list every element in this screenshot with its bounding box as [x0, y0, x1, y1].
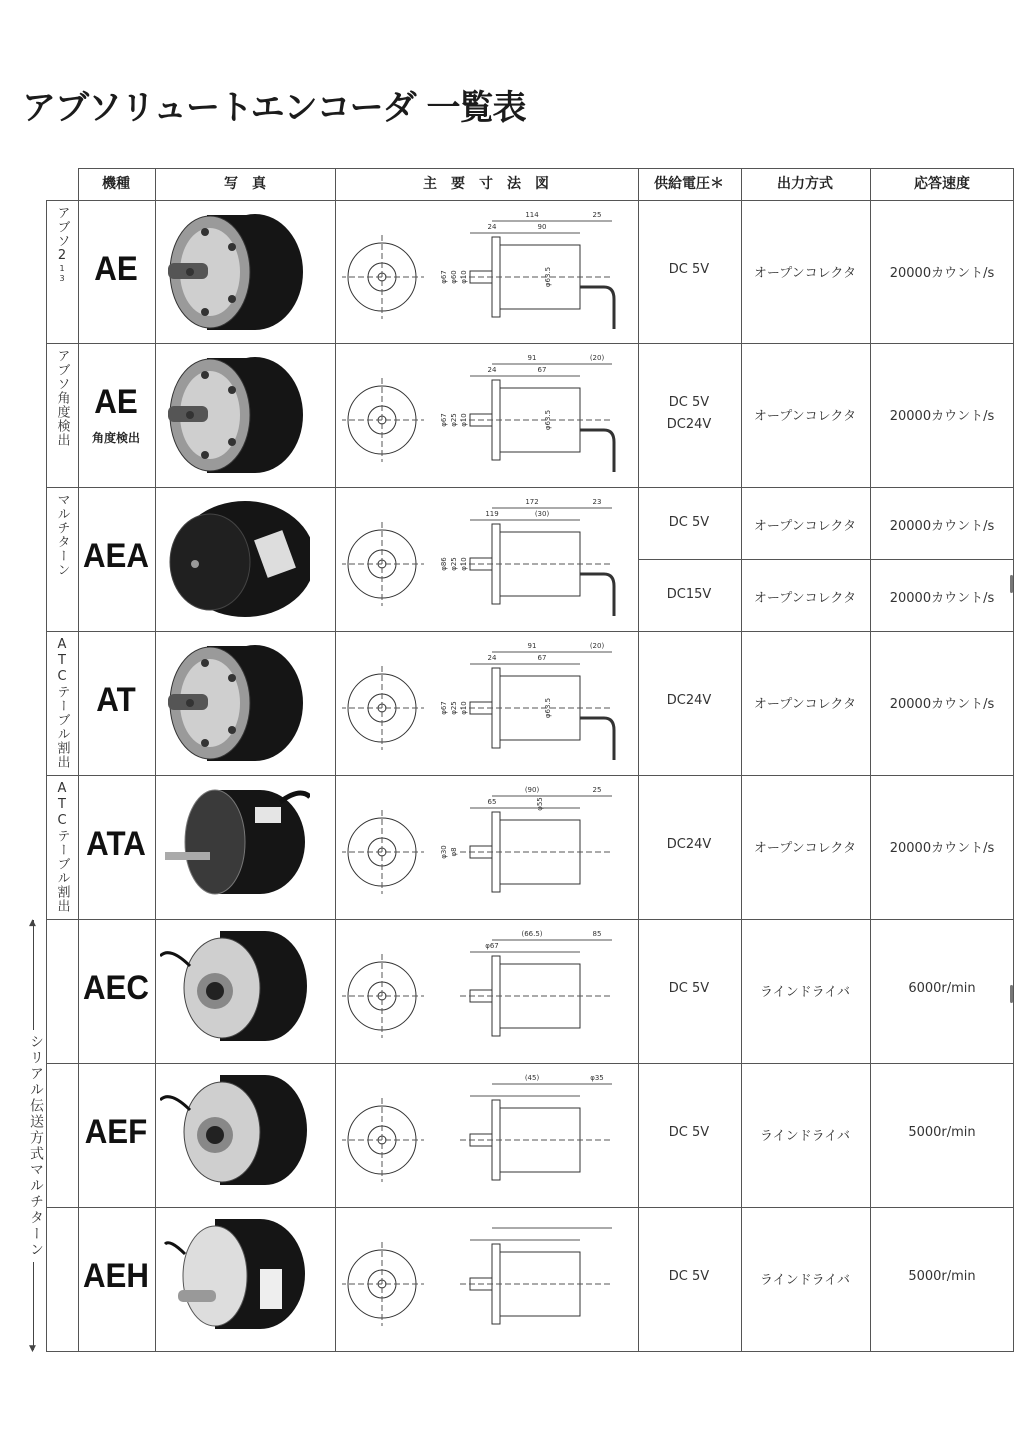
- response-speed: 6000r/min: [908, 981, 976, 996]
- response-speed: 5000r/min: [908, 1269, 976, 1284]
- output-type: オープンコレクタ: [753, 519, 857, 534]
- category-label: アブソ角度検出: [54, 349, 70, 447]
- dimension-label: (20): [589, 642, 605, 650]
- screw: [228, 726, 236, 734]
- dimension-label: φ25: [450, 557, 458, 571]
- dimension-label: 90: [537, 223, 547, 231]
- dimension-label: 24: [487, 654, 497, 662]
- model-name: ATA: [86, 825, 146, 863]
- encoder-photo: [160, 1214, 310, 1344]
- category-label: アブソ2: [54, 206, 70, 264]
- model-name: AE: [94, 383, 138, 421]
- dimension-label: (90): [524, 786, 540, 794]
- table-line: [1013, 168, 1014, 1351]
- dimension-label: 24: [487, 223, 497, 231]
- shaft: [191, 560, 199, 568]
- screw: [201, 308, 209, 316]
- table-line: [46, 631, 1014, 632]
- hollow-bore: [206, 1126, 224, 1144]
- table-line: [78, 168, 79, 1351]
- cable-exit: [580, 718, 614, 760]
- page-title: アブソリュートエンコーダ 一覧表: [22, 88, 526, 128]
- hollow-bore: [206, 982, 224, 1000]
- table-line: [78, 168, 1014, 169]
- output-type: ラインドライバ: [760, 985, 850, 1000]
- dimension-label: φ63.5: [544, 697, 552, 719]
- response-speed: 20000カウント/s: [889, 697, 995, 712]
- dimension-label: φ10: [460, 270, 468, 284]
- header-photo: 写 真: [224, 176, 266, 192]
- screw: [201, 371, 209, 379]
- dimension-label: φ67: [440, 413, 448, 427]
- dimension-label: φ8: [450, 847, 458, 857]
- supply-voltage: DC 5V: [668, 981, 710, 996]
- dimension-label: (45): [524, 1074, 540, 1082]
- encoder-photo: [160, 494, 310, 624]
- dimension-label: φ67: [440, 701, 448, 715]
- output-type: ラインドライバ: [760, 1129, 850, 1144]
- output-type: オープンコレクタ: [753, 409, 857, 424]
- front-face: [170, 514, 250, 610]
- supply-voltage: DC 5V: [668, 262, 710, 277]
- supply-voltage: DC 5V: [668, 1125, 710, 1140]
- encoder-photo: [160, 926, 310, 1056]
- dimension-drawing: [342, 1070, 632, 1200]
- dimension-label: 24: [487, 366, 497, 374]
- edge-mark: [1010, 575, 1013, 593]
- front-face: [185, 790, 245, 894]
- output-type: オープンコレクタ: [753, 266, 857, 281]
- dimension-label: φ86: [440, 557, 448, 571]
- dimension-label: 25: [592, 211, 602, 219]
- model-name: AE: [94, 250, 138, 288]
- supply-voltage: DC 5V: [668, 1269, 710, 1284]
- cable-exit: [580, 574, 614, 616]
- dimension-label: φ25: [450, 413, 458, 427]
- screw: [201, 659, 209, 667]
- shaft: [178, 1290, 216, 1302]
- table-line: [46, 487, 1014, 488]
- screw: [228, 243, 236, 251]
- table-line: [46, 1063, 1014, 1064]
- dimension-label: φ67: [440, 270, 448, 284]
- dimension-label: (30): [534, 510, 550, 518]
- cable: [280, 793, 310, 802]
- table-line: [46, 343, 1014, 344]
- row-category: [48, 206, 76, 338]
- dimension-label: (66.5): [521, 930, 543, 938]
- supply-voltage: DC 5V: [668, 515, 710, 530]
- category-superscript: 13: [57, 264, 67, 284]
- supply-voltage: DC15V: [666, 587, 712, 602]
- dimension-label: 114: [525, 211, 539, 219]
- dimension-label: φ10: [460, 413, 468, 427]
- serial-category-label: シリアル伝送方式マルチターン: [22, 1030, 46, 1262]
- table-line: [741, 168, 742, 1351]
- dimension-label: φ63.5: [544, 266, 552, 288]
- header-output: 出力方式: [777, 176, 833, 192]
- dimension-label: 67: [537, 654, 547, 662]
- screw: [201, 451, 209, 459]
- dimension-label: 91: [527, 354, 537, 362]
- row-category: [48, 781, 76, 913]
- response-speed: 20000カウント/s: [889, 409, 995, 424]
- output-type: オープンコレクタ: [753, 697, 857, 712]
- serial-arrow-up: ▲: [29, 918, 36, 928]
- dimension-label: 65: [487, 798, 497, 806]
- dimension-drawing: [342, 494, 632, 624]
- encoder-photo: [160, 350, 310, 480]
- table-line: [46, 919, 1014, 920]
- dimension-drawing: [342, 1214, 632, 1344]
- table-line: [638, 168, 639, 1351]
- dimension-label: φ55: [536, 797, 544, 811]
- response-speed: 20000カウント/s: [889, 519, 995, 534]
- dimension-label: 23: [592, 498, 602, 506]
- dimension-drawing: [342, 782, 632, 912]
- row-category: [48, 493, 76, 625]
- cable: [165, 1243, 185, 1254]
- response-speed: 20000カウント/s: [889, 591, 995, 606]
- dimension-drawing: [342, 926, 632, 1056]
- table-line: [46, 919, 47, 1351]
- output-type: オープンコレクタ: [753, 841, 857, 856]
- dimension-drawing: [342, 638, 632, 768]
- edge-mark: [1010, 985, 1013, 1003]
- category-label: ATCテーブル割出: [54, 781, 70, 913]
- serial-arrow-down: ▼: [29, 1344, 36, 1354]
- model-name: AEH: [82, 1257, 150, 1295]
- table-line: [46, 200, 47, 919]
- model-name: AEA: [82, 537, 150, 575]
- cable: [160, 1097, 190, 1110]
- category-label: マルチターン: [54, 493, 70, 577]
- row-category: [48, 637, 76, 769]
- encoder-photo: [160, 1070, 310, 1200]
- output-type: ラインドライバ: [760, 1273, 850, 1288]
- dimension-drawing: [342, 207, 632, 337]
- cable-exit: [580, 287, 614, 329]
- supply-voltage: DC24V: [666, 417, 712, 432]
- model-name: AEF: [84, 1113, 148, 1151]
- encoder-photo: [160, 207, 310, 337]
- model-name: AEC: [82, 969, 150, 1007]
- table-line: [46, 200, 1014, 201]
- dimension-label: φ63.5: [544, 409, 552, 431]
- dimension-label: 91: [527, 642, 537, 650]
- encoder-photo: [160, 782, 310, 912]
- model-subtitle: 角度検出: [91, 431, 140, 445]
- table-line: [870, 168, 871, 1351]
- dimension-label: 119: [485, 510, 499, 518]
- dimension-label: φ25: [450, 701, 458, 715]
- dimension-label: 85: [592, 930, 602, 938]
- header-voltage: 供給電圧＊: [654, 176, 724, 192]
- dimension-drawing: [342, 350, 632, 480]
- screw: [201, 228, 209, 236]
- screw: [228, 674, 236, 682]
- dimension-label: 172: [525, 498, 539, 506]
- response-speed: 5000r/min: [908, 1125, 976, 1140]
- table-line: [46, 1351, 1014, 1352]
- label-sticker: [260, 1269, 282, 1309]
- dimension-label: φ67: [485, 942, 499, 950]
- header-drawing: 主 要 寸 法 図: [423, 176, 549, 192]
- dimension-label: φ10: [460, 701, 468, 715]
- dimension-label: 25: [592, 786, 602, 794]
- row-category: [48, 349, 76, 481]
- screw: [186, 411, 194, 419]
- label-sticker: [255, 807, 281, 823]
- header-model: 機種: [102, 176, 130, 192]
- table-line: [155, 168, 156, 1351]
- table-line: [638, 559, 1014, 560]
- supply-voltage: DC 5V: [668, 395, 710, 410]
- screw: [186, 268, 194, 276]
- supply-voltage: DC24V: [666, 837, 712, 852]
- dimension-label: (20): [589, 354, 605, 362]
- dimension-label: φ35: [590, 1074, 604, 1082]
- cable: [160, 953, 190, 966]
- output-type: オープンコレクタ: [753, 591, 857, 606]
- shaft: [165, 852, 210, 860]
- table-line: [335, 168, 336, 1351]
- category-label: ATCテーブル割出: [54, 637, 70, 769]
- screw: [228, 438, 236, 446]
- dimension-label: φ10: [460, 557, 468, 571]
- response-speed: 20000カウント/s: [889, 266, 995, 281]
- supply-voltage: DC24V: [666, 693, 712, 708]
- screw: [201, 739, 209, 747]
- encoder-photo: [160, 638, 310, 768]
- flange: [183, 1226, 247, 1326]
- dimension-label: φ60: [450, 270, 458, 284]
- table-line: [46, 775, 1014, 776]
- model-name: AT: [96, 681, 136, 719]
- header-response: 応答速度: [914, 176, 970, 192]
- table-line: [46, 1207, 1014, 1208]
- dimension-label: 67: [537, 366, 547, 374]
- response-speed: 20000カウント/s: [889, 841, 995, 856]
- cable-exit: [580, 430, 614, 472]
- screw: [228, 295, 236, 303]
- dimension-label: φ30: [440, 845, 448, 859]
- screw: [228, 386, 236, 394]
- screw: [186, 699, 194, 707]
